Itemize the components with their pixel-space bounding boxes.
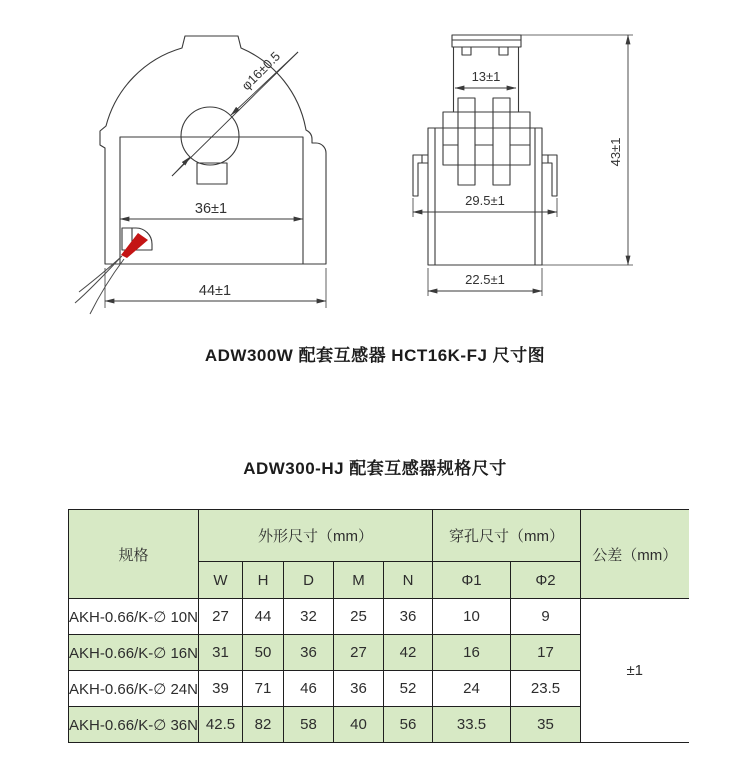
height-dim-label: 43±1 — [608, 137, 623, 167]
value-cell: 82 — [243, 707, 284, 743]
value-cell: 36 — [334, 671, 384, 707]
header-col-n: N — [384, 562, 433, 599]
header-col-phi2: Φ2 — [511, 562, 581, 599]
value-cell: 10 — [433, 599, 511, 635]
value-cell: 27 — [199, 599, 243, 635]
value-cell: 33.5 — [433, 707, 511, 743]
spec-name-cell: AKH-0.66/K-∅ 36N — [69, 707, 199, 743]
base-width-dim-label: 22.5±1 — [465, 272, 505, 287]
ct-front-hole-slot — [197, 163, 227, 184]
wire-1 — [79, 256, 122, 292]
value-cell: 50 — [243, 635, 284, 671]
header-col-m: M — [334, 562, 384, 599]
mount-hook-left — [413, 155, 428, 196]
value-cell: 16 — [433, 635, 511, 671]
value-cell: 40 — [334, 707, 384, 743]
value-cell: 17 — [511, 635, 581, 671]
header-spec: 规格 — [69, 510, 199, 599]
hole-dim-arrow-lower — [172, 157, 190, 176]
value-cell: 32 — [284, 599, 334, 635]
value-cell: 42 — [384, 635, 433, 671]
core-tooth-left — [458, 98, 475, 185]
spec-name-cell: AKH-0.66/K-∅ 24N — [69, 671, 199, 707]
ct-front-outline — [100, 36, 326, 264]
header-tolerance: 公差（mm） — [581, 510, 689, 599]
value-cell: 23.5 — [511, 671, 581, 707]
value-cell: 35 — [511, 707, 581, 743]
spec-section-title: ADW300-HJ 配套互感器规格尺寸 — [243, 459, 507, 478]
value-cell: 36 — [384, 599, 433, 635]
wire-3 — [75, 258, 120, 303]
front-view-drawing — [60, 12, 350, 322]
mount-hook-right — [542, 155, 557, 196]
ct-side-core-block — [443, 112, 530, 165]
ct-front-hole — [181, 107, 239, 165]
header-col-d: D — [284, 562, 334, 599]
wire-2 — [90, 259, 124, 314]
figure-caption: ADW300W 配套互感器 HCT16K-FJ 尺寸图 — [204, 346, 546, 365]
red-wire-marker — [121, 233, 148, 258]
flange-width-dim-label: 29.5±1 — [465, 193, 505, 208]
value-cell: 71 — [243, 671, 284, 707]
value-cell: 56 — [384, 707, 433, 743]
value-cell: 44 — [243, 599, 284, 635]
spec-name-cell: AKH-0.66/K-∅ 16N — [69, 635, 199, 671]
header-outline-group: 外形尺寸（mm） — [199, 510, 433, 562]
value-cell: 25 — [334, 599, 384, 635]
value-cell: 36 — [284, 635, 334, 671]
core-tooth-right — [493, 98, 510, 185]
value-cell: 42.5 — [199, 707, 243, 743]
value-cell: 27 — [334, 635, 384, 671]
value-cell: 46 — [284, 671, 334, 707]
value-cell: 31 — [199, 635, 243, 671]
hole-dim-label: φ16±0.5 — [238, 48, 284, 94]
side-view-drawing — [400, 15, 650, 305]
value-cell: 24 — [433, 671, 511, 707]
value-cell: 39 — [199, 671, 243, 707]
value-cell: 52 — [384, 671, 433, 707]
top-width-dim-label: 13±1 — [471, 69, 501, 84]
tolerance-cell: ±1 — [581, 599, 689, 743]
header-col-phi1: Φ1 — [433, 562, 511, 599]
header-col-w: W — [199, 562, 243, 599]
header-col-h: H — [243, 562, 284, 599]
table-row — [69, 599, 689, 635]
spec-name-cell: AKH-0.66/K-∅ 10N — [69, 599, 199, 635]
header-hole-group: 穿孔尺寸（mm） — [433, 510, 581, 562]
cap-notch-right — [499, 47, 508, 55]
ct-side-cap — [452, 35, 521, 47]
inner-width-dim-label: 36±1 — [194, 201, 228, 217]
spec-table — [68, 509, 689, 743]
value-cell: 58 — [284, 707, 334, 743]
cap-notch-left — [462, 47, 471, 55]
value-cell: 9 — [511, 599, 581, 635]
outer-width-dim-label: 44±1 — [198, 283, 232, 299]
